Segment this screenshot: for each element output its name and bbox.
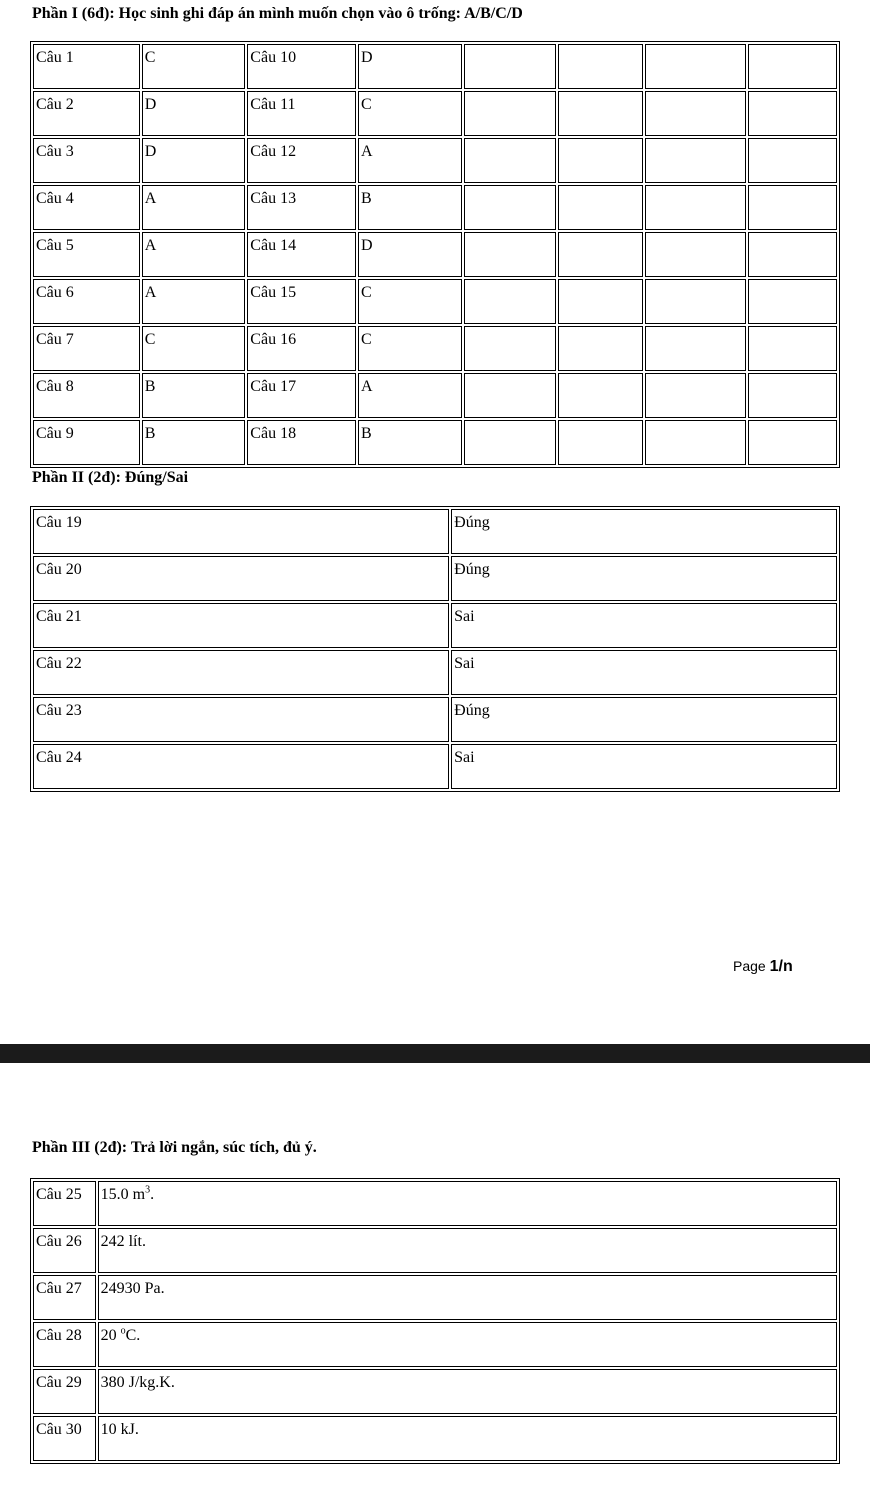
empty-cell <box>645 91 746 136</box>
empty-cell <box>558 91 643 136</box>
question-label: Câu 15 <box>247 279 356 324</box>
answer-cell: B <box>358 185 462 230</box>
question-label: Câu 11 <box>247 91 356 136</box>
part2-heading: Phần II (2đ): Đúng/Sai <box>32 469 189 486</box>
answer-superscript: o <box>120 1325 126 1337</box>
answer-cell: A <box>142 279 246 324</box>
part1-heading: Phần I (6đ): Học sinh ghi đáp án mình muốn chọn vào ô trống: A/B/C/D <box>32 5 523 22</box>
table-row <box>33 697 837 742</box>
question-label: Câu 18 <box>247 420 356 465</box>
question-label: Câu 13 <box>247 185 356 230</box>
empty-cell <box>464 91 556 136</box>
answer-cell: D <box>358 44 462 89</box>
answer-cell: Sai <box>451 650 837 695</box>
answer-cell <box>98 1275 837 1320</box>
table-row <box>33 138 837 183</box>
question-label: Câu 28 <box>33 1322 96 1367</box>
part1-answer-table <box>30 41 840 468</box>
empty-cell <box>748 420 837 465</box>
empty-cell <box>645 185 746 230</box>
answer-value: 242 lít. <box>100 1233 146 1250</box>
table-row <box>33 373 837 418</box>
empty-cell <box>464 373 556 418</box>
answer-cell: Đúng <box>451 697 837 742</box>
page-divider <box>0 1044 870 1063</box>
question-label: Câu 1 <box>33 44 140 89</box>
question-label: Câu 2 <box>33 91 140 136</box>
answer-cell: A <box>358 373 462 418</box>
answer-cell: C <box>358 326 462 371</box>
empty-cell <box>558 373 643 418</box>
answer-value: 20 <box>100 1327 121 1344</box>
answer-cell: C <box>142 44 246 89</box>
table-row <box>33 650 837 695</box>
empty-cell <box>748 138 837 183</box>
answer-cell: C <box>142 326 246 371</box>
table-row <box>33 744 837 789</box>
empty-cell <box>464 420 556 465</box>
empty-cell <box>558 44 643 89</box>
table-row <box>33 91 837 136</box>
answer-cell: A <box>358 138 462 183</box>
answer-cell: Đúng <box>451 509 837 554</box>
empty-cell <box>748 232 837 277</box>
part3-short-answer-table <box>30 1178 840 1464</box>
question-label: Câu 22 <box>33 650 449 695</box>
table-row <box>33 420 837 465</box>
question-label: Câu 26 <box>33 1228 96 1273</box>
table-row <box>33 603 837 648</box>
table-row <box>33 1275 837 1320</box>
empty-cell <box>748 44 837 89</box>
table-row <box>33 1416 837 1461</box>
answer-cell <box>98 1228 837 1273</box>
table-row <box>33 1228 837 1273</box>
table-row <box>33 556 837 601</box>
answer-superscript: 3 <box>145 1184 151 1196</box>
answer-cell: A <box>142 232 246 277</box>
answer-cell: Sai <box>451 744 837 789</box>
empty-cell <box>558 232 643 277</box>
empty-cell <box>464 138 556 183</box>
table-row <box>33 1322 837 1367</box>
empty-cell <box>645 44 746 89</box>
answer-cell: C <box>358 91 462 136</box>
answer-cell: D <box>142 91 246 136</box>
table-row <box>33 326 837 371</box>
answer-cell <box>98 1181 837 1226</box>
table-row <box>33 44 837 89</box>
table-row <box>33 185 837 230</box>
question-label: Câu 10 <box>247 44 356 89</box>
empty-cell <box>645 373 746 418</box>
question-label: Câu 23 <box>33 697 449 742</box>
answer-suffix: . <box>150 1186 155 1203</box>
empty-cell <box>645 326 746 371</box>
answer-cell <box>98 1322 837 1367</box>
part2-true-false-table <box>30 506 840 792</box>
table-row <box>33 279 837 324</box>
answer-cell: A <box>142 185 246 230</box>
question-label: Câu 30 <box>33 1416 96 1461</box>
empty-cell <box>748 373 837 418</box>
question-label: Câu 25 <box>33 1181 96 1226</box>
empty-cell <box>558 185 643 230</box>
empty-cell <box>558 420 643 465</box>
table-row <box>33 1181 837 1226</box>
empty-cell <box>748 91 837 136</box>
table-row <box>33 232 837 277</box>
answer-cell: B <box>142 373 246 418</box>
answer-cell <box>98 1416 837 1461</box>
answer-cell: D <box>142 138 246 183</box>
question-label: Câu 29 <box>33 1369 96 1414</box>
empty-cell <box>748 279 837 324</box>
empty-cell <box>464 44 556 89</box>
empty-cell <box>464 279 556 324</box>
empty-cell <box>645 420 746 465</box>
question-label: Câu 16 <box>247 326 356 371</box>
table-row <box>33 509 837 554</box>
page-label: Page <box>733 958 766 974</box>
answer-cell <box>98 1369 837 1414</box>
question-label: Câu 17 <box>247 373 356 418</box>
empty-cell <box>558 326 643 371</box>
question-label: Câu 24 <box>33 744 449 789</box>
empty-cell <box>464 232 556 277</box>
question-label: Câu 7 <box>33 326 140 371</box>
empty-cell <box>464 326 556 371</box>
answer-cell: D <box>358 232 462 277</box>
empty-cell <box>748 326 837 371</box>
table-row <box>33 1369 837 1414</box>
question-label: Câu 5 <box>33 232 140 277</box>
empty-cell <box>748 185 837 230</box>
question-label: Câu 19 <box>33 509 449 554</box>
question-label: Câu 3 <box>33 138 140 183</box>
empty-cell <box>558 138 643 183</box>
question-label: Câu 21 <box>33 603 449 648</box>
question-label: Câu 6 <box>33 279 140 324</box>
answer-cell: Sai <box>451 603 837 648</box>
page-footer <box>733 958 793 976</box>
question-label: Câu 20 <box>33 556 449 601</box>
answer-cell: B <box>358 420 462 465</box>
question-label: Câu 12 <box>247 138 356 183</box>
question-label: Câu 27 <box>33 1275 96 1320</box>
answer-value: 380 J/kg.K. <box>100 1374 175 1391</box>
question-label: Câu 14 <box>247 232 356 277</box>
page-number: 1/n <box>769 958 793 975</box>
answer-value: 15.0 m <box>100 1186 146 1203</box>
answer-cell: C <box>358 279 462 324</box>
question-label: Câu 9 <box>33 420 140 465</box>
question-label: Câu 8 <box>33 373 140 418</box>
empty-cell <box>645 138 746 183</box>
empty-cell <box>645 279 746 324</box>
answer-value: 24930 Pa. <box>100 1280 165 1297</box>
answer-suffix: C. <box>125 1327 141 1344</box>
answer-cell: B <box>142 420 246 465</box>
question-label: Câu 4 <box>33 185 140 230</box>
part3-heading: Phần III (2đ): Trả lời ngắn, súc tích, đủ ý. <box>32 1139 317 1156</box>
empty-cell <box>558 279 643 324</box>
answer-value: 10 kJ. <box>100 1421 139 1438</box>
empty-cell <box>645 232 746 277</box>
empty-cell <box>464 185 556 230</box>
answer-cell: Đúng <box>451 556 837 601</box>
